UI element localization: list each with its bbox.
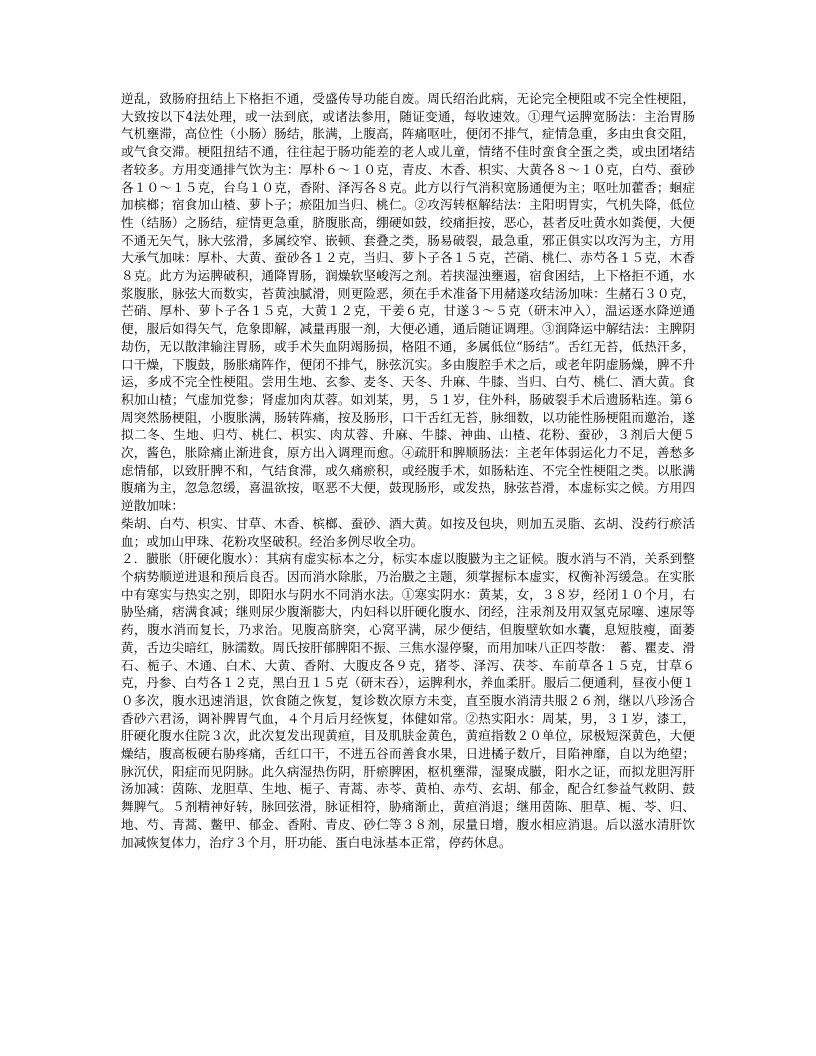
body-paragraph: 柴胡、白芍、枳实、甘草、木香、槟榔、蚕砂、酒大黄。如按及包块，则加五灵脂、玄胡、没药行瘀活血；或加山甲珠、花粉攻坚破积。经治多例尽收全功。 (121, 515, 695, 549)
body-paragraph: ２．臌胀（肝硬化腹水）：其病有虚实标本之分，标实本虚以腹臌为主之证候。腹水消与不消，关系到整个病势顺逆进退和预后良否。因而消水除胀，乃治臌之主题，须掌握标本虚实，权衡补泻缓急。在实胀中有寒实与热实之别，即阳水与阴水不同消水法。①寒实阴水：黄某，女，３８岁，经闭１０个月，右胁坠痛，痞满食减；继则尿少腹渐膨大，内妇科以肝硬化腹水、闭经，注汞剂及用双氢克尿噻、速尿等药，腹水消而复长，乃求治。见腹高脐突，心窝平满，尿少便结，但腹壁软如水囊，息短肢瘦，面萎黄，舌边尖暗红，脉濡数。周氏按肝郁脾阳不振、三焦水湿停聚，而用加味八正四苓散： 蓄、瞿麦、滑石、栀子、木通、白术、大黄、香附、大腹皮各９克，猪苓、泽泻、茯苓、车前草各１５克，甘草６克，丹参、白芍各１２克，黑白丑１５克（研末吞），运脾利水，养血柔肝。服后二便通利，昼夜小便１０多次，腹水迅速消退，饮食随之恢复，复诊数次原方未变，直至腹水消清共服２６剂，继以八珍汤合香砂六君汤，调补脾胃气血，４个月后月经恢复，体健如常。②热实阳水：周某，男，３１岁，漆工，肝硬化腹水住院３次，此次复发出现黄疸，目及肌肤金黄色，黄疸指数２０单位，尿极短深黄色，大便燥结，腹高板硬右胁疼痛，舌红口干，不进五谷而善食水果，日进橘子数斤，目陷神靡，自以为绝望；脉沉伏，阳症而见阴脉。此久病湿热伤阴，肝瘀脾困，枢机壅滞，湿聚成臌，阳水之证，而拟龙胆泻肝汤加减：茵陈、龙胆草、生地、栀子、青蒿、赤苓、黄柏、赤芍、玄胡、郁金，配合红参益气救阴、鼓舞脾气。５剂精神好转，脉回弦滑，脉证相符，胁痛渐止，黄疸消退；继用茵陈、胆草、栀、苓、归、地、芍、青蒿、鳖甲、郁金、香附、青皮、砂仁等３８剂，尿量日增，腹水相应消退。后以滋水清肝饮加减恢复体力，治疗３个月，肝功能、蛋白电泳基本正常，停药休息。 (121, 551, 695, 850)
document-page (121, 90, 695, 851)
body-paragraph: 逆乱，致肠府扭结上下格拒不通，受盛传导功能自废。周氏绍治此病，无论完全梗阻或不完全性梗阻，大致按以下4法处理，或一法到底，或诸法参用，随证变通，每收速效。①理气运脾宽肠法：主治胃肠气机壅滞，高位性（小肠）肠结，胀满，上腹高，阵痛呕吐，便闭不排气，症情急重，多由虫食交阻，或气食交滞。梗阻扭结不通，往往起于肠功能差的老人或儿童，情绪不佳时蛮食全蛋之类，或虫团堵结者较多。方用变通排气饮为主：厚朴６～１０克，青皮、木香、枳实、大黄各８～１０克，白芍、蚕砂各１０～１５克，台乌１０克，香附、泽泻各８克。此方以行气消积宽肠通便为主；呕吐加藿香；蛔症加槟榔；宿食加山楂、萝卜子；瘀阻加当归、桃仁。②攻泻转枢解结法：主阳明胃实，气机失降，低位性（结肠）之肠结，症情更急重，脐腹胀高，绷硬如鼓，绞痛拒按，恶心，甚者反吐黄水如粪便，大便不通无矢气，脉大弦滑，多属绞窄、嵌顿、套叠之类，肠易破裂，最急重，邪正俱实以攻泻为主，方用大承气加味：厚朴、大黄、蚕砂各１２克，当归、萝卜子各１５克，芒硝、桃仁、赤芍各１５克，木香８克。此方为运脾破积，通降胃肠，润燥软坚峻泻之剂。若挟湿浊壅遏，宿食困结，上下格拒不通，水浆腹胀，脉弦大而数实，苔黄浊腻滑，则更险恶，须在手术准备下用赭遂攻结汤加味：生赭石３０克，芒硝、厚朴、萝卜子各１５克，大黄１２克，干姜６克，甘遂３～５克（研末冲入），温运逐水降逆通便，服后如得矢气，危象即解，减量再服一剂，大便必通，通后随证调理。③润降运中解结法：主脾阴劫伤，无以散津输注胃肠，或手术失血阴竭肠损，格阻不通，多属低位“肠结”。舌红无苔，低热汗多，口干燥，下腹鼓，肠胀痛阵作，便闭不排气，脉弦沉实。多由腹腔手术之后，或老年阴虚肠燥，脾不升运，多成不完全性梗阻。尝用生地、玄参、麦冬、天冬、升麻、牛膝、当归、白芍、桃仁、酒大黄。食积加山楂；气虚加党参；肾虚加肉苁蓉。如刘某，男，５１岁，住外科，肠破裂手术后遗肠粘连。第６周突然肠梗阻，小腹胀满，肠转阵痛，按及肠形，口干舌红无苔，脉细数，以功能性肠梗阻而邀治，遂拟二冬、生地、归芍、桃仁、枳实、肉苁蓉、升麻、牛膝、神曲、山楂、花粉、蚕砂，３剂后大便５次，酱色，胀除痛止渐进食，原方出入调理而愈。④疏肝和脾顺肠法：主老年体弱运化力不足，善愁多虑情郁，以致肝脾不和，气结食滞，或久痛瘀积，或经腹手术，如肠粘连、不完全性梗阻之类。以胀满腹痛为主，忽急忽缓，喜温欲按，呕恶不大便，鼓现肠形，或发热，脉弦苔滑，本虚标实之候。方用四逆散加味： (121, 91, 695, 514)
